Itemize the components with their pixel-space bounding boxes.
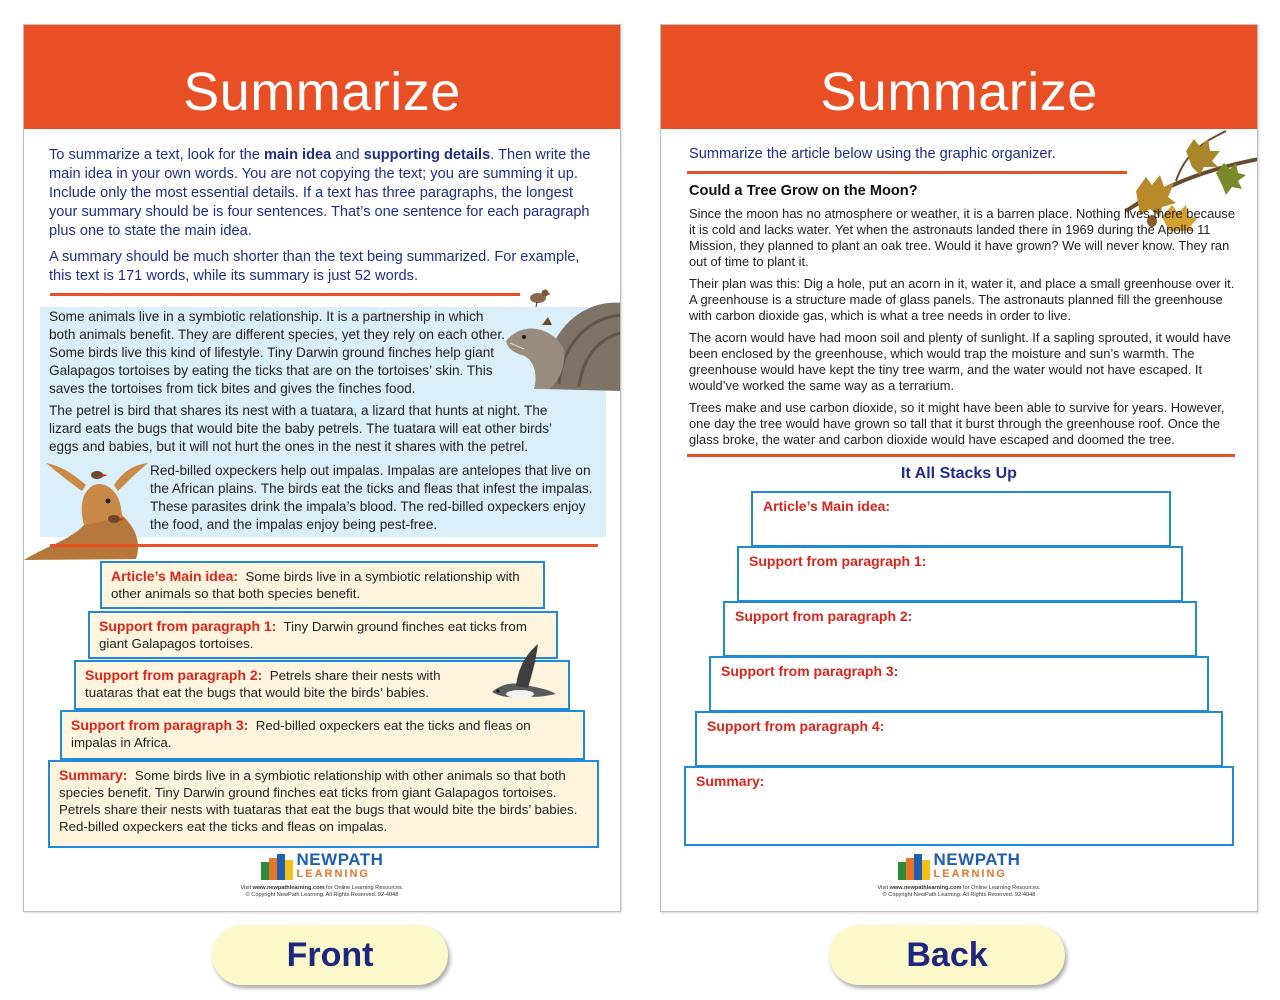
main-idea-label: Article’s Main idea: — [111, 568, 239, 584]
support-1-text: Tiny Darwin ground finches eat ticks from giant Galapagos tortoises. — [99, 619, 527, 651]
intro-text-c: . Then write the main idea in your own words. You are not copying the text; you are summing it up. Include only the most essential details. If a text has three paragraphs, the longest your summary should be is four sentences. That’s one sentence for each paragraph plus one to state the main idea. — [49, 147, 591, 239]
support-2-label: Support from paragraph 2: — [85, 667, 263, 683]
front-copyright: © Copyright NewPath Learning. All Rights Reserved. 92-4048 — [245, 892, 399, 898]
stack-title: It All Stacks Up — [901, 465, 1017, 482]
intro-text-b: and — [331, 147, 364, 163]
back-summary-box[interactable] — [684, 766, 1234, 846]
back-main-idea-box[interactable] — [751, 491, 1171, 547]
back-title: Summarize — [820, 62, 1098, 122]
summary-label: Summary: — [59, 767, 128, 783]
article-title: Could a Tree Grow on the Moon? — [689, 183, 918, 199]
example-paragraph-3: Red-billed oxpeckers help out impalas. Impalas are antelopes that live on the African plains. The birds eat the ticks and fleas that infest the impalas. These parasites drink the impala’s blood. The red-billed oxpeckers enjoy the food, and the impalas enjoy being pest-free. — [150, 463, 593, 532]
intro-supporting-details: supporting details — [363, 147, 491, 163]
front-footer-visit — [24, 885, 620, 892]
front-footer-url: www.newpathlearning.com — [252, 885, 325, 891]
logo-line-1: NEWPATH — [933, 850, 1021, 869]
front-footer-a: Visit — [240, 885, 253, 891]
front-title-banner — [24, 25, 620, 129]
back-support-2-box[interactable] — [723, 601, 1197, 657]
back-button[interactable]: Back — [829, 925, 1065, 985]
front-divider-top — [50, 293, 520, 296]
back-footer-url: www.newpathlearning.com — [889, 885, 962, 891]
back-support-2-label: Support from paragraph 2: — [735, 608, 913, 624]
front-card — [23, 24, 621, 912]
example-paragraph-1: Some animals live in a symbiotic relationship. It is a partnership in which both animals benefit. They are different species, yet they rely on each other. Some birds live this kind of lifestyle. Tiny Darwin ground finches help giant Galapagos tortoises by eating the ticks that are on the tortoises’ skin. This saves the tortoises from tick bites and gives the finches food. — [49, 309, 505, 396]
newpath-logo-icon — [261, 854, 293, 880]
logo-line-2: LEARNING — [933, 868, 1007, 880]
front-logo — [24, 850, 620, 899]
back-intro: Summarize the article below using the graphic organizer. — [689, 146, 1056, 162]
front-summary-box — [48, 760, 599, 848]
support-1-label: Support from paragraph 1: — [99, 618, 277, 634]
logo-line-2: LEARNING — [296, 868, 370, 880]
example-paragraph-2: The petrel is bird that shares its nest with a tuatara, a lizard that hunts at night. The lizard eats the bugs that would bite the baby petrels. The tuatara will eat other birds’ eggs and babies, but it will not hurt the ones in the nest it shares with the petrel. — [49, 403, 552, 454]
front-intro — [49, 146, 604, 293]
back-support-4-box[interactable] — [695, 711, 1223, 767]
support-2-text: Petrels share their nests with tuataras that eat the bugs that would bite the birds’ babies. — [85, 668, 441, 700]
back-footer-visit — [661, 885, 1257, 892]
back-footer-a: Visit — [877, 885, 890, 891]
main-idea-text: Some birds live in a symbiotic relationship with other animals so that both species benefit. — [111, 569, 520, 601]
petrel-icon — [486, 642, 558, 704]
support-3-label: Support from paragraph 3: — [71, 717, 249, 733]
article-body — [689, 206, 1237, 454]
front-intro-paragraph-1 — [49, 146, 604, 241]
back-support-1-box[interactable] — [737, 546, 1183, 602]
front-button[interactable]: Front — [212, 925, 448, 985]
newpath-logo-icon — [898, 854, 930, 880]
back-divider-bottom — [687, 454, 1235, 457]
article-paragraph-3: The acorn would have had moon soil and plenty of sunlight. If a sapling sprouted, it would have been enclosed by the greenhouse, which would trap the moisture and sun’s warmth. The greenhouse would have kept the tiny tree warm, and the water would not have escaped. It would’ve worked the same way as a terrarium. — [689, 330, 1231, 393]
back-logo — [661, 850, 1257, 899]
back-divider-top — [687, 171, 1127, 174]
support-3-text: Red-billed oxpeckers eat the ticks and fleas on impalas in Africa. — [71, 718, 531, 750]
summary-text: Some birds live in a symbiotic relationship with other animals so that both species benefit. Tiny Darwin ground finches eat ticks from giant Galapagos tortoises. Petrels share their nests with tuataras that eat the bugs that would bite the birds’ babies. Red-billed oxpeckers eat the ticks and fleas on impalas. — [59, 768, 578, 834]
intro-main-idea: main idea — [263, 147, 332, 163]
back-support-3-label: Support from paragraph 3: — [721, 663, 899, 679]
front-support-3-box — [60, 710, 585, 760]
logo-line-1: NEWPATH — [296, 850, 384, 869]
front-divider-bottom — [50, 544, 598, 547]
back-copyright: © Copyright NewPath Learning. All Rights Reserved. 92-4048 — [882, 892, 1036, 898]
article-paragraph-4: Trees make and use carbon dioxide, so it might have been able to survive for years. However, one day the tree would have grown so tall that it burst through the greenhouse roof. Once the glass broke, the water and carbon dioxide would have escaped and doomed the tree. — [689, 400, 1225, 447]
front-title: Summarize — [183, 62, 461, 122]
back-title-banner — [661, 25, 1257, 129]
article-paragraph-2: Their plan was this: Dig a hole, put an acorn in it, water it, and place a small greenhouse over it. A greenhouse is a structure made of glass panels. The astronauts planned fill the greenhouse with carbon dioxide gas, which is what a tree needs in order to live. — [689, 276, 1235, 323]
front-footer-b: for Online Learning Resources. — [324, 885, 404, 891]
intro-text-a: To summarize a text, look for the — [49, 147, 264, 163]
back-main-idea-label: Article’s Main idea: — [763, 498, 891, 514]
back-card — [660, 24, 1258, 912]
back-footer-b: for Online Learning Resources. — [961, 885, 1041, 891]
front-intro-paragraph-2: A summary should be much shorter than the text being summarized. For example, this text is 171 words, while its summary is just 52 words. — [49, 249, 580, 284]
back-support-3-box[interactable] — [709, 656, 1209, 712]
back-support-4-label: Support from paragraph 4: — [707, 718, 885, 734]
back-summary-label: Summary: — [696, 773, 765, 789]
tortoise-icon — [504, 289, 621, 391]
back-support-1-label: Support from paragraph 1: — [749, 553, 927, 569]
article-paragraph-1: Since the moon has no atmosphere or weather, it is a barren place. Nothing lives there because it is cold and lacks water. Yet when the astronauts landed there in 1969 during the Apollo 11 Mission, they planned to plant an oak tree. Would it have grown? We will never know. They ran out of time to plant it. — [689, 206, 1236, 269]
front-main-idea-box — [100, 561, 545, 609]
